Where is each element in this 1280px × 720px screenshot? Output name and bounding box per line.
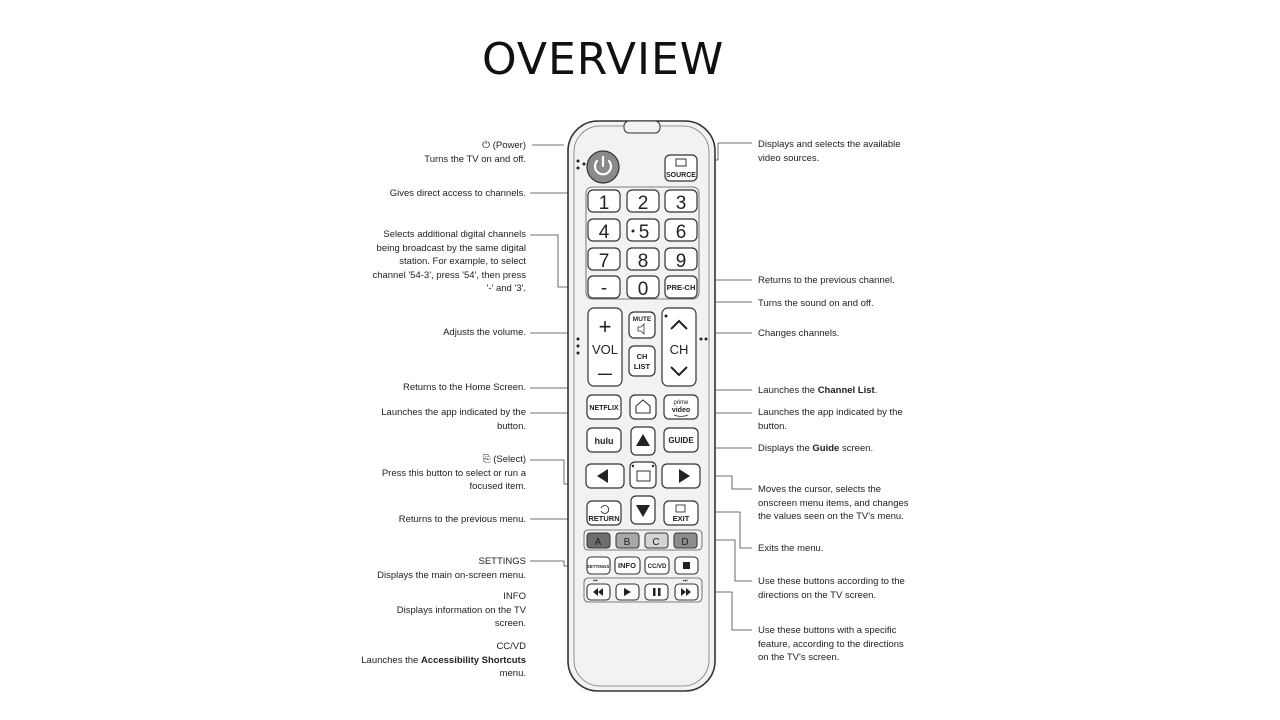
select-line-2: focused item. (469, 481, 526, 492)
enter-icon: ⎘ (482, 454, 491, 465)
channel-label: CH (669, 342, 689, 357)
digit-6-label: 6 (675, 222, 687, 243)
chlist-pre: Launches the (758, 385, 818, 396)
netflix-label: NETFLIX (589, 405, 619, 412)
mute-label: MUTE (632, 316, 652, 323)
cursor-line-3: the values seen on the TV's menu. (758, 511, 904, 522)
digit-7-button[interactable] (588, 248, 620, 272)
digit-9-button[interactable] (665, 248, 697, 272)
digit-6-button[interactable] (665, 219, 697, 243)
hulu-label: hulu (594, 436, 614, 446)
channel-rocker[interactable] (662, 308, 696, 386)
ch-list-label-2: LIST (633, 362, 651, 371)
return-label: RETURN (588, 514, 620, 523)
guide-pre: Displays the (758, 443, 813, 454)
volume-text: Adjusts the volume. (443, 327, 526, 338)
digit-8-button[interactable] (627, 248, 659, 272)
mute-text: Turns the sound on and off. (758, 298, 874, 309)
ccvd-line-1-bold: Accessibility Shortcuts (420, 654, 526, 666)
volume-label: VOL (591, 342, 619, 357)
ccvd-title: CC/VD (496, 641, 526, 652)
left-button[interactable] (586, 464, 624, 488)
guide-label: GUIDE (668, 436, 694, 445)
volume-up-label: + (598, 314, 612, 339)
digital-line-5: '-' and '3'. (486, 283, 526, 294)
select-title: (Select) (493, 454, 526, 465)
prime-label-1: prime (673, 400, 689, 406)
digital-line-1: Selects additional digital channels (383, 229, 526, 240)
page-title: OVERVIEW (482, 34, 725, 85)
chlist-post: . (874, 385, 878, 396)
ch-text: Changes channels. (758, 328, 840, 339)
netflix-button[interactable] (587, 395, 621, 419)
dash-button[interactable] (588, 276, 620, 299)
source-line-1: Displays and selects the available (758, 139, 901, 150)
digit-0-button[interactable] (627, 276, 659, 300)
media-line-3: on the TV's screen. (758, 652, 840, 663)
power-button[interactable] (587, 151, 619, 183)
guide-post: screen. (839, 443, 874, 454)
digital-line-3: station. For example, to select (399, 256, 526, 267)
digital-line-2: being broadcast by the same digital (376, 242, 526, 254)
dash-label: - (600, 278, 608, 299)
pre-ch-button[interactable] (665, 276, 697, 298)
pre-ch-label: PRE-CH (666, 283, 696, 292)
home-button[interactable] (630, 395, 656, 419)
color-button-c[interactable] (645, 533, 668, 548)
prime-video-button[interactable] (664, 395, 698, 419)
rewind-button[interactable] (587, 584, 610, 600)
prime-label-2: video (671, 407, 691, 414)
color-button-b[interactable] (616, 533, 639, 548)
mute-button[interactable] (629, 312, 655, 338)
digit-2-label: 2 (637, 193, 649, 214)
info-title: INFO (503, 591, 526, 602)
digit-1-button[interactable] (588, 190, 620, 214)
settings-button[interactable] (587, 557, 610, 574)
digit-4-label: 4 (598, 222, 610, 243)
digit-9-label: 9 (675, 251, 687, 272)
guide-button[interactable] (664, 428, 698, 452)
volume-rocker[interactable] (588, 308, 622, 386)
right-button[interactable] (662, 464, 700, 488)
info-label: INFO (618, 561, 636, 570)
digit-0-label: 0 (637, 279, 649, 300)
digit-8-label: 8 (637, 251, 649, 272)
digit-5-label: 5 (638, 222, 650, 243)
select-line-1: Press this button to select or run a (381, 467, 526, 479)
exit-label: EXIT (672, 514, 690, 523)
power-icon: ⏻ (482, 140, 491, 151)
return-text: Returns to the previous menu. (398, 514, 526, 525)
app-right-line-1: Launches the app indicated by the (758, 407, 903, 418)
settings-label: SETTINGS (586, 564, 610, 569)
ccvd-button[interactable] (645, 557, 669, 574)
exit-button[interactable] (664, 501, 698, 525)
app-left-line-1: Launches the app indicated by the (381, 407, 526, 418)
settings-title: SETTINGS (478, 556, 526, 567)
fast-forward-button[interactable] (675, 584, 698, 600)
digit-2-button[interactable] (627, 190, 659, 214)
select-button[interactable] (630, 462, 656, 488)
cursor-line-2: onscreen menu items, and changes (758, 497, 909, 509)
digit-7-label: 7 (598, 251, 610, 272)
ccvd-line-1-pre: Launches the (361, 654, 421, 666)
power-title: (Power) (492, 140, 526, 151)
info-line-1: Displays information on the TV (396, 604, 526, 616)
guide-bold: Guide (812, 443, 840, 454)
color-a-label: A (594, 537, 602, 548)
prech-text: Returns to the previous channel. (758, 275, 895, 286)
up-button[interactable] (631, 427, 655, 455)
skip-back-mark: ⏮ (593, 578, 598, 584)
digit-4-button[interactable] (588, 219, 620, 243)
color-line-1: Use these buttons according to the (758, 576, 905, 587)
home-text: Returns to the Home Screen. (402, 382, 526, 393)
digital-line-4: channel '54-3', press '54', then press (372, 269, 526, 281)
color-d-label: D (681, 537, 689, 548)
media-line-2: feature, according to the directions (758, 638, 904, 650)
stop-icon (683, 562, 690, 569)
stop-button[interactable] (675, 557, 698, 574)
ch-list-button[interactable] (629, 346, 655, 376)
chlist-bold: Channel List (817, 385, 875, 396)
ccvd-label: CC/VD (647, 564, 667, 570)
channels-text: Gives direct access to channels. (389, 188, 526, 199)
play-button[interactable] (616, 584, 639, 600)
color-b-label: B (623, 537, 631, 548)
ccvd-line-2: menu. (499, 668, 526, 679)
color-button-a[interactable] (587, 533, 610, 548)
settings-desc: Displays the main on-screen menu. (377, 569, 526, 581)
color-line-2: directions on the TV screen. (758, 589, 877, 601)
app-right-line-2: button. (758, 420, 788, 432)
power-desc: Turns the TV on and off. (424, 153, 526, 165)
digit-5-button[interactable] (627, 219, 659, 243)
media-line-1: Use these buttons with a specific (758, 625, 897, 636)
digit-3-button[interactable] (665, 190, 697, 214)
return-button[interactable] (587, 501, 621, 525)
ch-list-label-1: CH (636, 352, 648, 361)
info-line-2: screen. (494, 618, 526, 629)
exit-text: Exits the menu. (758, 543, 824, 554)
digit-1-label: 1 (598, 193, 610, 214)
skip-forward-mark: ⏭ (683, 578, 688, 584)
app-left-line-2: button. (496, 420, 526, 432)
digit-3-label: 3 (675, 193, 687, 214)
color-button-d[interactable] (674, 533, 697, 548)
source-label: SOURCE (666, 172, 696, 179)
pause-icon (653, 588, 656, 596)
cursor-line-1: Moves the cursor, selects the (758, 484, 882, 495)
down-button[interactable] (631, 496, 655, 524)
color-c-label: C (652, 537, 660, 548)
source-line-2: video sources. (758, 152, 820, 164)
source-button[interactable] (665, 155, 697, 181)
volume-down-label: — (598, 365, 612, 381)
hulu-button[interactable] (587, 428, 621, 452)
info-button[interactable] (615, 557, 640, 574)
pause-button[interactable] (645, 584, 668, 600)
